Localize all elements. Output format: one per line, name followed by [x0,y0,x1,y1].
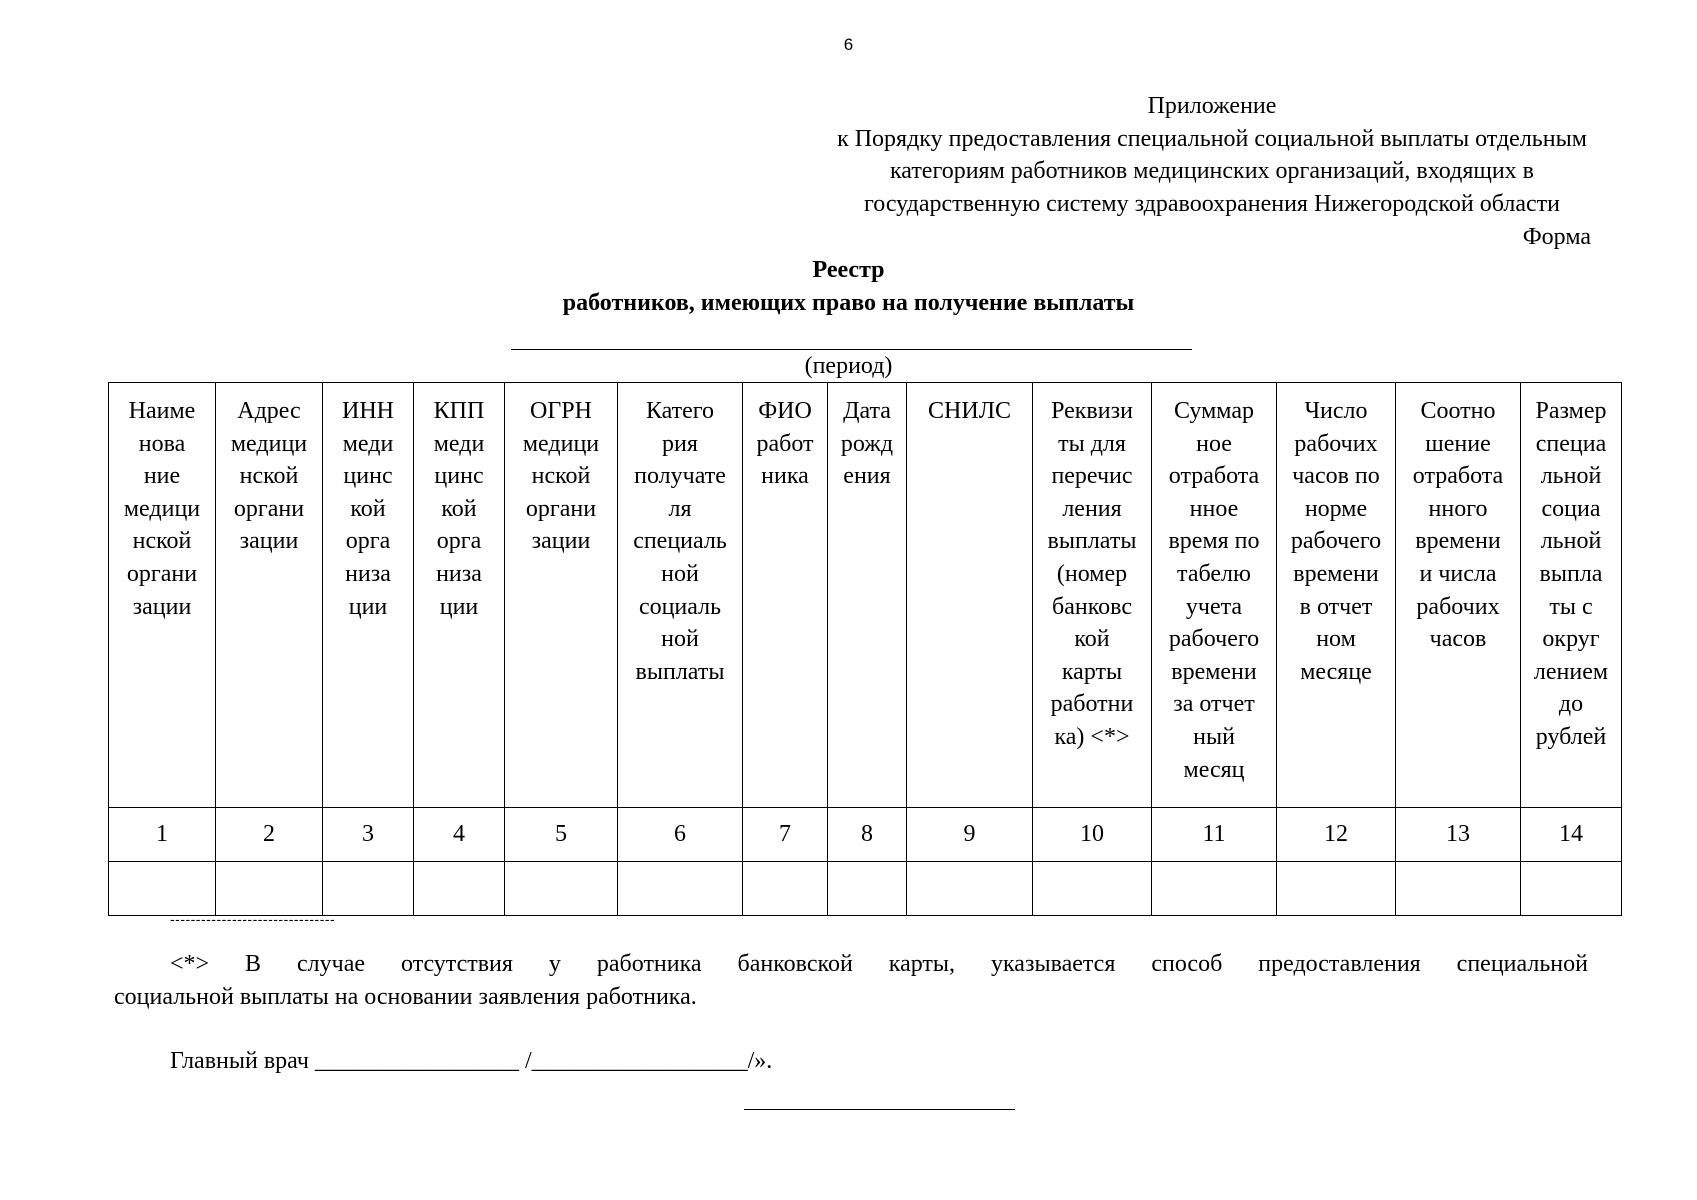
column-header-text: учета [1185,593,1243,620]
appendix-line: к Порядку предоставления специальной социальной выплаты отдельным [837,125,1587,152]
column-number: 4 [414,808,505,862]
column-header-text: рабочего [1290,528,1382,555]
column-header-text: цинс [434,463,484,490]
column-header-text: ника [761,463,809,490]
column-header-text: в отчет [1299,593,1373,620]
table-header-row [109,383,1622,808]
table-cell [743,862,828,916]
column-header [828,383,907,808]
column-header-text: кой [441,495,477,522]
column-header-text: ный [1193,723,1235,750]
column-header-text: низа [436,560,482,587]
column-header-text: ИНН [342,398,394,424]
appendix-line: государственную систему здравоохранения Нижегородской области [864,190,1560,217]
column-header-text: времени [1293,560,1379,587]
column-header-text: выпла [1539,560,1603,587]
column-header-text: получате [634,463,726,490]
column-header-text: перечис [1051,463,1133,490]
column-header-text: льной [1540,528,1602,555]
column-header-text: Суммар [1174,398,1254,424]
table-cell [323,862,414,916]
column-header-text: рия [662,430,698,457]
column-header-text: округ [1542,626,1600,653]
column-header-text: ОГРН [530,398,592,424]
column-number: 7 [743,808,828,862]
column-header [618,383,743,808]
column-header-text: за отчет [1173,691,1255,718]
column-header-text: работни [1050,691,1134,718]
table-cell [828,862,907,916]
column-header [414,383,505,808]
column-header-text: КПП [433,398,485,424]
column-header-text: времени [1415,528,1501,555]
column-header [505,383,618,808]
column-header-text: Наиме [128,398,196,424]
column-header-text: меди [433,430,485,457]
column-header-text: (номер [1056,560,1128,587]
column-header-text: время по [1168,528,1260,555]
footnote-separator: -------------------------------- [170,911,336,927]
column-header [1396,383,1521,808]
column-number: 1 [109,808,216,862]
column-header-text: ции [439,593,479,620]
column-header-text: карты [1061,658,1123,685]
column-header-text: органи [233,495,305,522]
column-header-text: рублей [1535,723,1607,750]
column-header-text: специаль [633,528,727,555]
column-header-text: ное [1196,430,1232,457]
column-header-text: ка) <*> [1054,723,1130,750]
column-header-text: органи [126,560,198,587]
column-header-text: низа [345,560,391,587]
column-header-text: часов [1429,626,1487,653]
column-header-text: льной [1540,463,1602,490]
column-number: 8 [828,808,907,862]
column-header-text: нова [138,430,186,457]
column-header-text: Размер [1535,398,1607,424]
column-header-text: ной [661,560,699,587]
table-cell [1277,862,1396,916]
footnote [114,948,1588,1013]
form-label: Форма [1522,224,1591,250]
column-header [743,383,828,808]
column-header-text: лением [1533,658,1609,685]
column-header-text: ты с [1549,593,1593,620]
column-header [1521,383,1622,808]
column-header-text: социа [1541,495,1601,522]
registry-table [108,382,1622,916]
column-header-text: органи [525,495,597,522]
column-header-text: медици [230,430,308,457]
column-header-text: нного [1428,495,1488,522]
table-cell [1521,862,1622,916]
column-header-text: зации [531,528,591,555]
document-title [0,254,1697,319]
table-cell [505,862,618,916]
column-number: 10 [1033,808,1152,862]
column-header-text: месяце [1300,658,1372,685]
column-header-text: ном [1316,626,1356,653]
table-cell [1033,862,1152,916]
column-header-text: Катего [645,398,715,424]
column-header [1033,383,1152,808]
column-header-text: банковс [1052,593,1132,620]
column-header-text: месяц [1183,756,1245,783]
bottom-underline [744,1109,1015,1110]
table-cell [109,862,216,916]
column-number: 13 [1396,808,1521,862]
column-header-text: ФИО [758,398,812,424]
column-number: 14 [1521,808,1622,862]
column-header-text: рожд [840,430,894,457]
column-header-text: Соотно [1420,398,1496,424]
column-header-text: ля [668,495,692,522]
column-header-text: рабочих [1294,430,1378,457]
column-header [109,383,216,808]
column-header-text: цинс [343,463,393,490]
column-number: 6 [618,808,743,862]
column-header-text: выплаты [635,658,725,685]
table-cell [1396,862,1521,916]
column-header-text: СНИЛС [928,398,1011,424]
column-number: 3 [323,808,414,862]
column-header-text: Число [1304,398,1368,424]
column-header-text: Дата [843,398,891,424]
title-line-2: работников, имеющих право на получение выплаты [562,289,1135,316]
column-number: 11 [1152,808,1277,862]
column-header-text: зации [132,593,192,620]
column-header-text: табелю [1177,560,1251,587]
column-header [1152,383,1277,808]
table-cell [618,862,743,916]
column-header-text: ции [348,593,388,620]
column-header [1277,383,1396,808]
column-header-text: ние [143,463,181,490]
column-header-text: зации [239,528,299,555]
column-header-text: до [1558,691,1584,718]
column-number-row [109,808,1622,862]
column-header-text: нской [239,463,299,490]
appendix-line: категориям работников медицинских организаций, входящих в [889,158,1535,184]
column-header-text: нской [531,463,591,490]
column-header-text: и числа [1419,560,1497,587]
column-header-text: орга [436,528,482,555]
column-header [216,383,323,808]
column-header-text: социаль [638,593,722,620]
column-header-text: отработа [1412,463,1504,490]
column-header-text: нное [1189,495,1239,522]
column-number: 9 [907,808,1033,862]
column-header-text: отработа [1168,463,1260,490]
column-header [907,383,1033,808]
column-header-text: медици [123,495,201,522]
column-header-text: орга [345,528,391,555]
title-line-1: Реестр [812,257,885,283]
appendix-block [760,90,1664,220]
column-header-text: шение [1425,430,1491,457]
column-header-text: нской [132,528,192,555]
column-header-text: ления [1062,495,1122,522]
appendix-heading: Приложение [1147,93,1277,119]
column-header-text: ты для [1058,430,1126,457]
table-cell [414,862,505,916]
column-number: 5 [505,808,618,862]
column-header-text: времени [1171,658,1257,685]
column-header-text: выплаты [1047,528,1137,555]
column-header-text: Адрес [237,398,301,424]
column-header-text: медици [522,430,600,457]
column-header-text: норме [1304,495,1368,522]
column-header [323,383,414,808]
column-header-text: рабочего [1168,626,1260,653]
table-cell [907,862,1033,916]
column-header-text: работ [756,430,814,457]
table-cell [216,862,323,916]
column-header-text: часов по [1292,463,1380,490]
chief-doctor-signature-line: Главный врач _________________ /__________________/». [170,1048,773,1074]
column-number: 2 [216,808,323,862]
column-header-text: меди [342,430,394,457]
column-header-text: рабочих [1416,593,1500,620]
column-header-text: кой [350,495,386,522]
column-header-text: Реквизи [1051,398,1133,424]
column-header-text: специа [1535,430,1607,457]
column-header-text: кой [1074,626,1110,653]
period-label: (период) [804,353,893,379]
empty-data-row [109,862,1622,916]
footnote-line-2: социальной выплаты на основании заявления работника. [114,983,697,1010]
footnote-line-1: <*> В случае отсутствия у работника банковской карты, указывается способ предоставления специальной [170,951,1588,977]
column-header-text: ной [661,626,699,653]
column-header-text: ения [843,463,891,490]
table-cell [1152,862,1277,916]
page-number: 6 [843,35,854,54]
column-number: 12 [1277,808,1396,862]
